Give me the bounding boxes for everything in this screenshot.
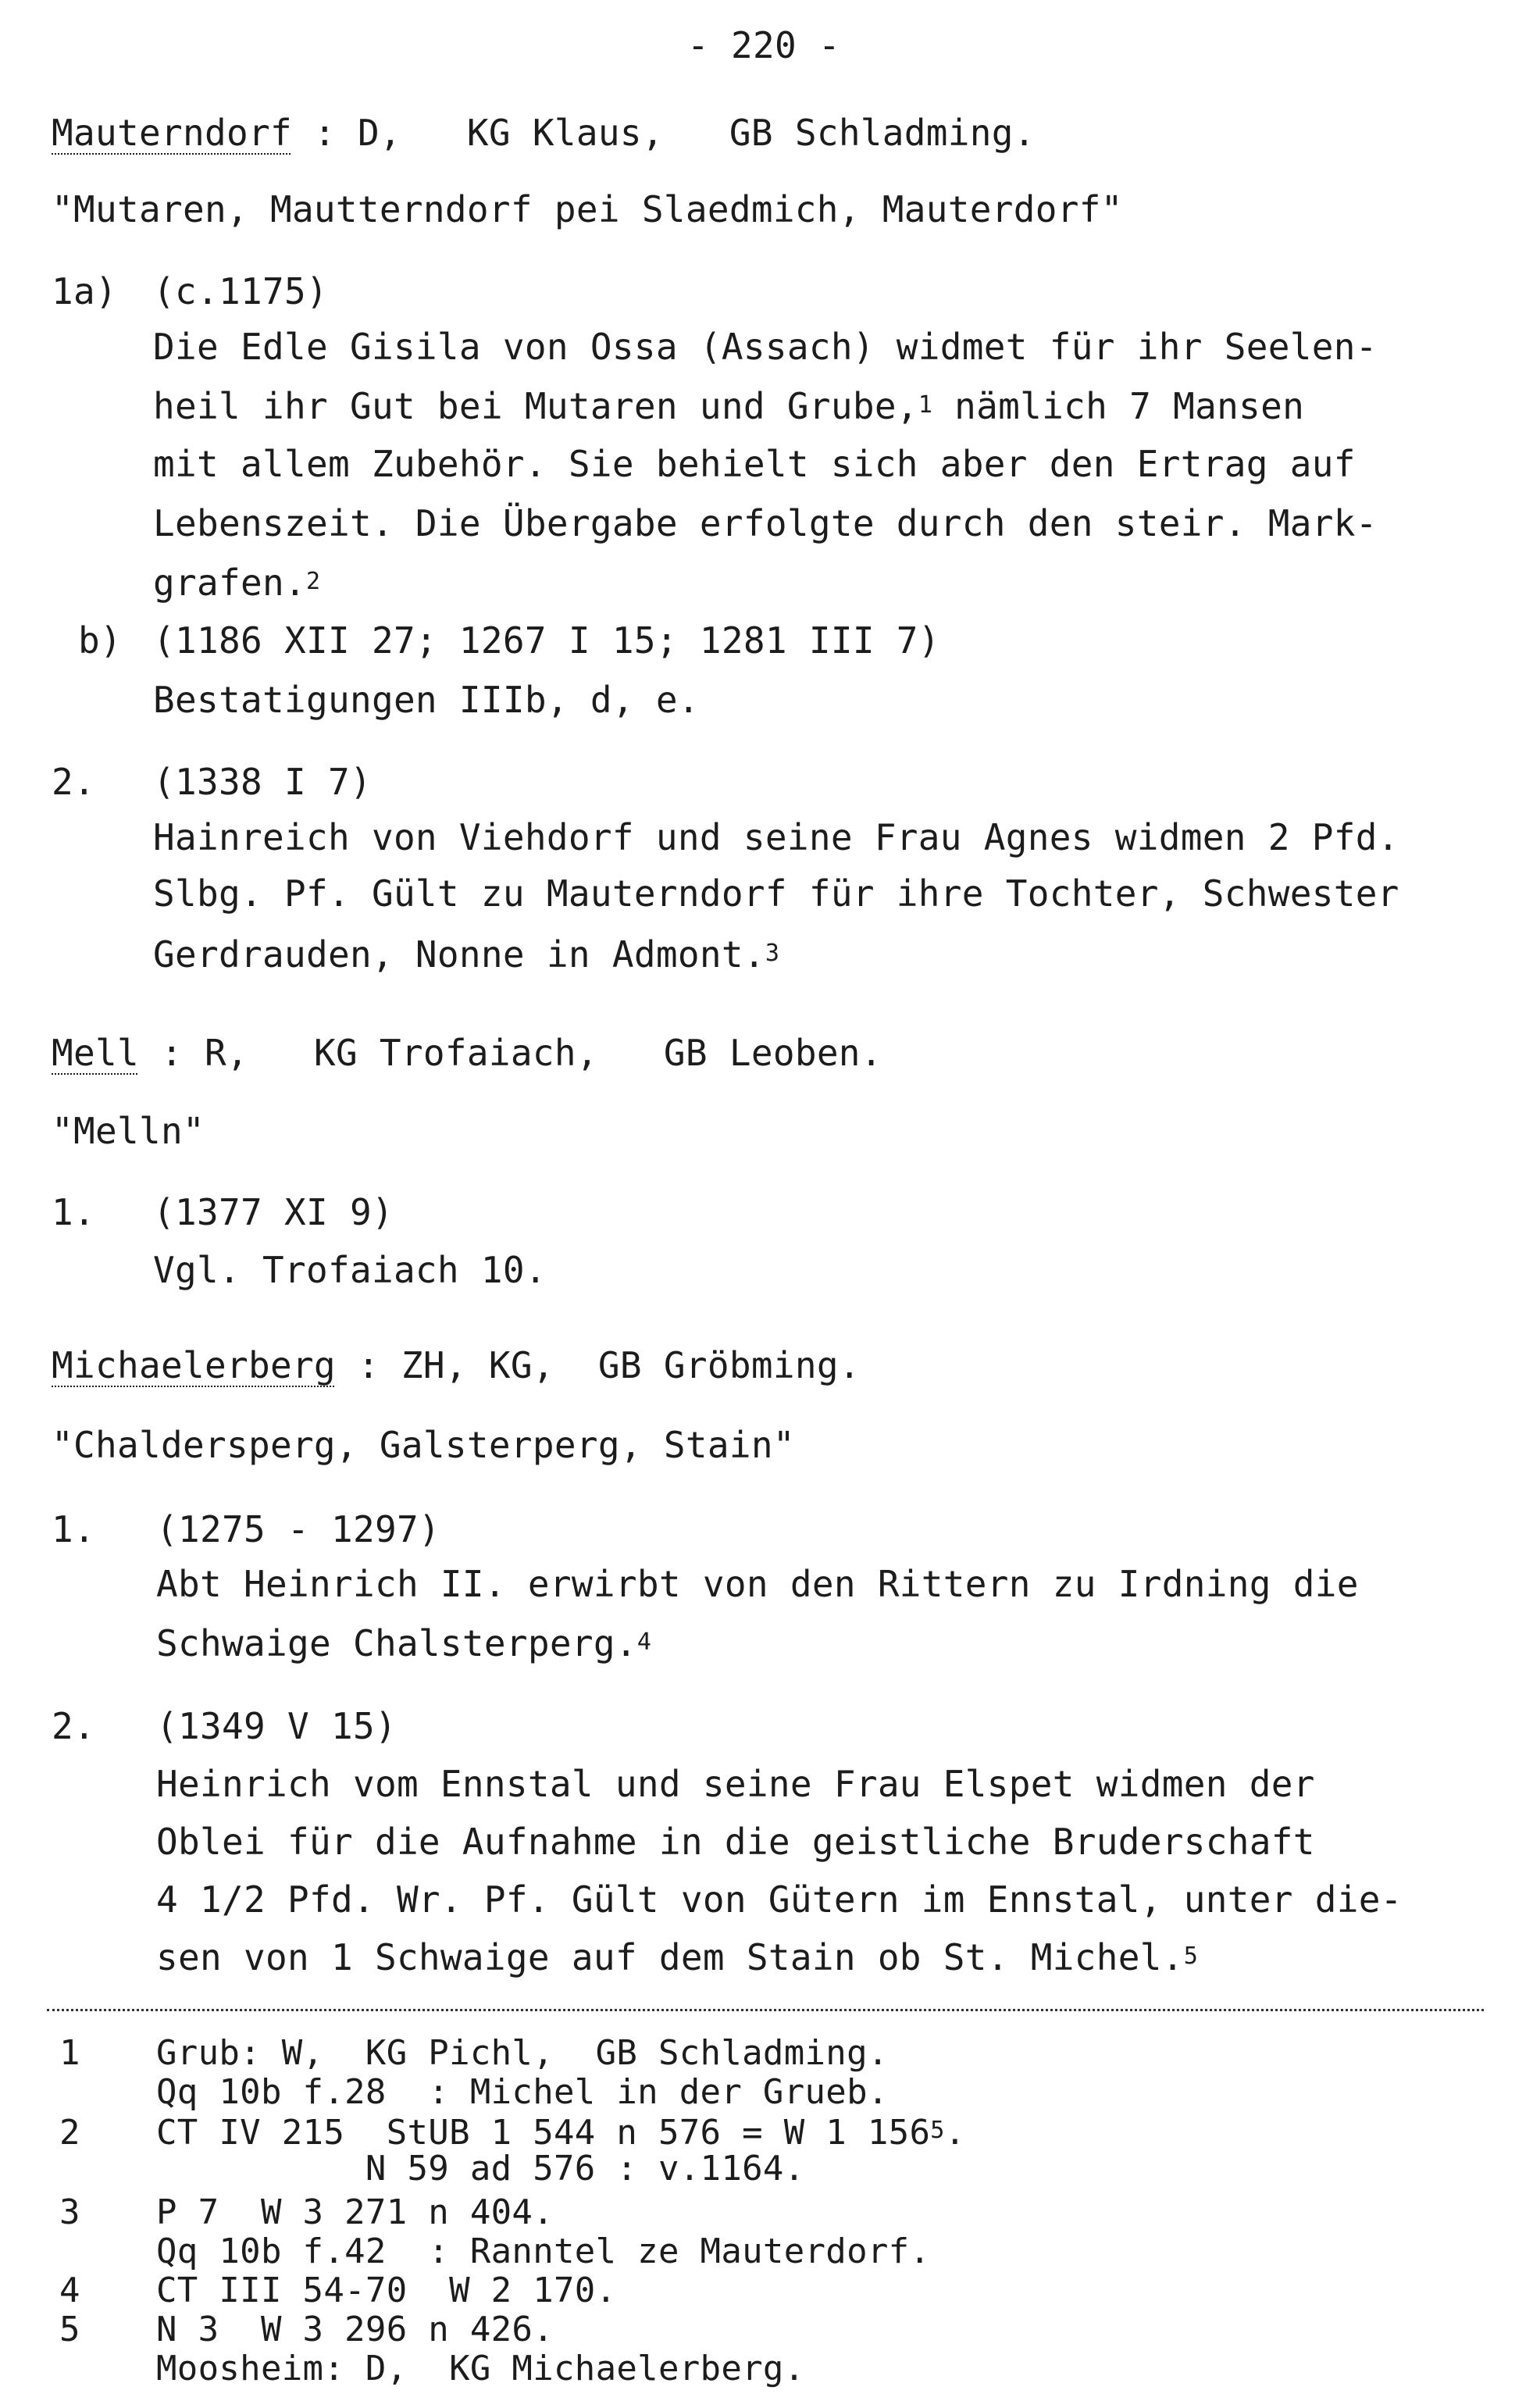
item-date: (1275 - 1297) [156, 1508, 440, 1550]
item-date: (c.1175) [153, 270, 328, 312]
place-info: : R, KG Trofaiach, GB Leoben. [160, 1032, 882, 1074]
place-name: Mauterndorf [52, 112, 292, 154]
footnote-text: N 59 ad 576 : v.1164. [156, 2149, 805, 2189]
footnote-mark: 4 [636, 1629, 652, 1656]
item-text-line: mit allem Zubehör. Sie behielt sich aber den Ertrag auf [153, 443, 1356, 485]
name-variants: "Chaldersperg, Galsterperg, Stain" [52, 1424, 795, 1466]
item-text-line: grafen.$^2$ [153, 562, 321, 604]
footnote-number: 4 [59, 2271, 80, 2310]
footnote-number: 5 [59, 2310, 80, 2349]
name-variants: "Melln" [52, 1110, 205, 1152]
footnote-text: CT III 54-70 W 2 170. [156, 2271, 617, 2310]
item-text-line: Die Edle Gisila von Ossa (Assach) widmet für ihr Seelen- [153, 326, 1378, 368]
place-name: Mell [52, 1032, 139, 1074]
entry-heading [52, 111, 1036, 155]
footnote-mark: 1 [918, 391, 933, 419]
footnote-text: P 7 W 3 271 n 404. [156, 2192, 554, 2232]
page-number: - 220 - [687, 24, 840, 66]
item-number: 1. [52, 1191, 95, 1233]
footnote-text: Qq 10b f.28 : Michel in der Grueb. [156, 2072, 889, 2112]
entry-heading [52, 1343, 861, 1387]
footnote-separator [47, 2009, 1484, 2011]
item-text-line: Schwaige Chalsterperg.$^4$ [156, 1622, 652, 1664]
item-text-line: Oblei für die Aufnahme in die geistliche Bruderschaft [156, 1821, 1315, 1863]
item-text-line: 4 1/2 Pfd. Wr. Pf. Gült von Gütern im Ennstal, unter die- [156, 1878, 1403, 1921]
item-text-line: Abt Heinrich II. erwirbt von den Rittern zu Irdning die [156, 1563, 1359, 1605]
item-number: b) [78, 619, 122, 662]
item-text-line: Slbg. Pf. Gült zu Mauterndorf für ihre Tochter, Schwester [153, 872, 1399, 915]
place-info: : ZH, KG, GB Gröbming. [357, 1344, 861, 1386]
footnote-text: CT IV 215 StUB 1 544 n 576 = W 1 $156^5$. [156, 2113, 966, 2153]
item-date: (1377 XI 9) [153, 1191, 394, 1233]
place-info: : D, KG Klaus, GB Schladming. [313, 112, 1036, 154]
footnote-number: 1 [59, 2033, 80, 2073]
item-number: 2. [52, 761, 95, 803]
item-number: 2. [52, 1705, 95, 1747]
footnote-number: 3 [59, 2192, 80, 2232]
item-text-line: sen von 1 Schwaige auf dem Stain ob St. Michel.$^5$ [156, 1936, 1199, 1978]
item-date: (1338 I 7) [153, 761, 372, 803]
footnote-mark: 2 [305, 568, 321, 595]
entry-heading [52, 1031, 882, 1075]
footnote-number: 2 [59, 2113, 80, 2153]
footnote-text: Moosheim: D, KG Michaelerberg. [156, 2349, 805, 2388]
item-text-line: Bestatigungen IIIb, d, e. [153, 679, 700, 721]
name-variants: "Mutaren, Mautterndorf pei Slaedmich, Mauterdorf" [52, 188, 1123, 230]
item-text-line: Hainreich von Viehdorf und seine Frau Agnes widmen 2 Pfd. [153, 816, 1399, 858]
item-number: 1a) [52, 270, 117, 312]
item-text-line: Gerdrauden, Nonne in Admont.$^3$ [153, 933, 780, 976]
item-text-line: Vgl. Trofaiach 10. [153, 1249, 547, 1291]
item-number: 1. [52, 1508, 95, 1550]
footnote-text: N 3 W 3 296 n 426. [156, 2310, 554, 2349]
footnote-mark: 5 [1183, 1942, 1199, 1970]
footnote-text: Qq 10b f.42 : Ranntel ze Mauterdorf. [156, 2231, 931, 2271]
footnote-mark: 3 [765, 940, 780, 967]
item-text-line: Heinrich vom Ennstal und seine Frau Elspet widmen der [156, 1763, 1315, 1805]
item-text-line: heil ihr Gut bei Mutaren und Grube,$^1$ nämlich 7 Mansen [153, 385, 1305, 427]
item-date: (1186 XII 27; 1267 I 15; 1281 III 7) [153, 619, 940, 662]
item-text-line: Lebenszeit. Die Übergabe erfolgte durch den steir. Mark- [153, 502, 1378, 544]
footnote-text: Grub: W, KG Pichl, GB Schladming. [156, 2033, 889, 2073]
place-name: Michaelerberg [52, 1344, 336, 1386]
item-date: (1349 V 15) [156, 1705, 397, 1747]
